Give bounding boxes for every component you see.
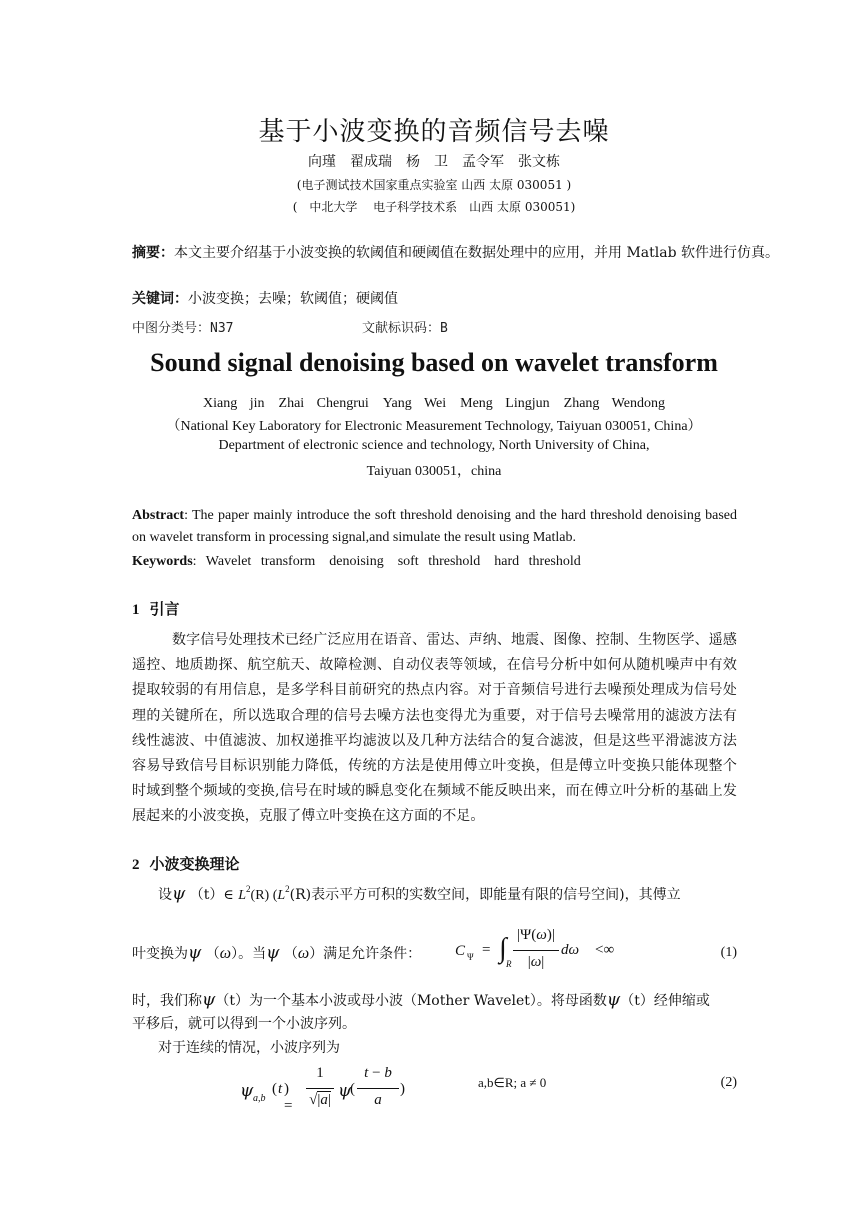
en-abstract-label: Abstract — [132, 508, 185, 523]
theory-line-3: 时，我们称ψ（t）为一个基本小波或母小波（Mother Wavelet）。将母函数ψ（t）经伸缩或 — [132, 990, 710, 1010]
cn-affiliation-1: (电子测试技术国家重点实验室 山西 太原 030051 ) — [296, 178, 572, 192]
cn-keywords — [132, 288, 737, 311]
theory-line-5: 对于连续的情况，小波序列为 — [158, 1040, 340, 1056]
en-authors: Xiang jin Zhai Chengrui Yang Wei Meng Lingjun Zhang Wendong — [203, 396, 665, 411]
cn-title: 基于小波变换的音频信号去噪 — [258, 117, 610, 147]
cn-authors: 向瑾 翟成瑞 杨 卫 孟令军 张文栋 — [308, 154, 560, 170]
section-title: 小波变换理论 — [149, 855, 240, 873]
en-affiliation-2: Department of electronic science and technology, North University of China, — [218, 438, 650, 453]
en-keywords — [132, 550, 581, 570]
section-heading-intro — [132, 598, 180, 619]
theory-line-1: 设ψ （t）∈ $L^2(R)$ ($L^2(R)$表示平方可积的实数空间，即能量有限的信号空间)，其傅立 — [158, 884, 681, 904]
intro-paragraph: 数字信号处理技术已经广泛应用在语音、雷达、声纳、地震、图像、控制、生物医学、遥感遥控、地质勘探、航空航天、故障检测、自动仪表等领域，在信号分析中如何从随机噪声中有效提取较弱的有用信息，是多学科目前研究的热点内容。对于音频信号进行去噪预处理成为信号处理的关键所在，所以选取合理的信号去噪方法也变得尤为重要，对于信号去噪常用的滤波方法有线性滤波、中值滤波、加权递推平均滤波以及几种方法结合的复合滤波，但是这些平滑滤波方法容易导致信号目标识别能力降低，传统的方法是使用傅立叶变换，但是傅立叶变换只能体现整个时域到整个频域的变换,信号在时域的瞬息变化在频域不能反映出来，而在傅立叶分析的基础上发展起来的小波变换，克服了傅立叶变换在这方面的不足。 — [132, 632, 737, 825]
paper-page: 基于小波变换的音频信号去噪 向瑾 翟成瑞 杨 卫 孟令军 张文栋 (电子测试技术国家重点实验室 山西 太原 030051 ) ( 中北大学 电子科学技术系 山西 太原 030051) 摘要：本文主要介绍基于小波变换的软阈值和硬阈值在数据处理中的应用，并用 Matlab 软件进行仿真。 关键词：小波变换；去噪；软阈值；硬阈值 中图分类号：N37 文献标识码：B Sound signal denoising based on wavelet transform Xiang jin Zhai Chengrui Yang Wei Meng Lingjun Zhang Wendong （National Key Laboratory for Electronic Measurement Technology, Taiyuan 030051, China） Department of electronic science and technology, North University of China, Taiyuan 030051，china Abstract: The paper mainly introduce the soft threshold denoising and the hard threshold denoising based on wavelet transform in processing signal,and simulate the result using Matlab. Keywords: Wavelet transform denoising soft threshold hard threshold 1 引言 数字信号处理技术已经广泛应用在语音、雷达、声纳、地震、图像、控制、生物医学、遥感遥控、地质勘探、航空航天、故障检测、自动仪表等领域，在信号分析中如何从随机噪声中有效提取较弱的有用信息，是多学科目前研究的热点内容。对于音频信号进行去噪预处理成为信号处理的关键所在，所以选取合理的信号去噪方法也变得尤为重要，对于信号去噪常用的滤波方法有线性滤波、中值滤波、加权递推平均滤波以及几种方法结合的复合滤波，但是这些平滑滤波方法容易导致信号目标识别能力降低，传统的方法是使用傅立叶变换，但是傅立叶变换只能体现整个时域到整个频域的变换,信号在时域的瞬息变化在频域不能反映出来，而在傅立叶分析的基础上发展起来的小波变换，克服了傅立叶变换在这方面的不足。 2 小波变换理论 设ψ （t）∈ $L^2(R)$ ($L^2(R)$表示平方可积的实数空间，即能量有限的信号空间)，其傅立 叶变换为ψ （ω）。当ψ （ω）满足允许条件： C Ψ = ∫ R |Ψ(ω)| |ω| dω <∞ (1) 时，我们称ψ（t）为一个基本小波或母小波（Mother Wavelet）。将母函数ψ（t）经伸缩或 平移后，就可以得到一个小波序列。 对于连续的情况，小波序列为 ψ a,b ( t ) = 1 √|a| ψ ( t − b a ) a,b∈R; a ≠ 0 (2) — [0, 0, 868, 1228]
en-abstract — [132, 505, 737, 549]
theory-line-2: 叶变换为ψ （ω）。当ψ （ω）满足允许条件： — [132, 943, 422, 963]
section-number: 1 — [132, 602, 140, 618]
document-code: 文献标识码：B — [362, 321, 448, 336]
en-affiliation-1: （National Key Laboratory for Electronic Measurement Technology, Taiyuan 030051, China） — [166, 419, 702, 434]
l2-space-symbol: L — [238, 888, 247, 903]
cn-keywords-text: 小波变换；去噪；软阈值；硬阈值 — [188, 291, 398, 307]
cn-abstract — [132, 242, 781, 265]
cn-keywords-label: 关键词： — [132, 291, 188, 307]
psi-symbol: ψ — [172, 884, 186, 904]
clc-number: 中图分类号：N37 — [132, 321, 234, 336]
section-number: 2 — [132, 857, 140, 873]
en-keywords-text: : Wavelet transform denoising soft threshold hard threshold — [192, 554, 581, 569]
section-heading-theory — [132, 853, 240, 874]
section-title: 引言 — [149, 600, 180, 618]
en-title: Sound signal denoising based on wavelet transform — [150, 348, 718, 377]
cn-abstract-text: 本文主要介绍基于小波变换的软阈值和硬阈值在数据处理中的应用，并用 Matlab 软件进行仿真。 — [174, 245, 779, 261]
wavelet-condition: a,b∈R; a ≠ 0 — [478, 1075, 547, 1090]
equation-number-2: (2) — [720, 1075, 737, 1090]
cn-abstract-label: 摘要： — [132, 245, 174, 261]
en-abstract-text: : The paper mainly introduce the soft threshold denoising and the hard threshold denoising based on wavelet transform in processing signal,and simulate the result using Matlab. — [132, 508, 737, 545]
theory-line-4: 平移后，就可以得到一个小波序列。 — [132, 1016, 356, 1032]
cn-affiliation-2: ( 中北大学 电子科学技术系 山西 太原 030051) — [292, 200, 576, 214]
equation-number-1: (1) — [720, 945, 737, 960]
en-keywords-label: Keywords — [132, 554, 193, 569]
en-affiliation-3: Taiyuan 030051，china — [366, 464, 502, 479]
